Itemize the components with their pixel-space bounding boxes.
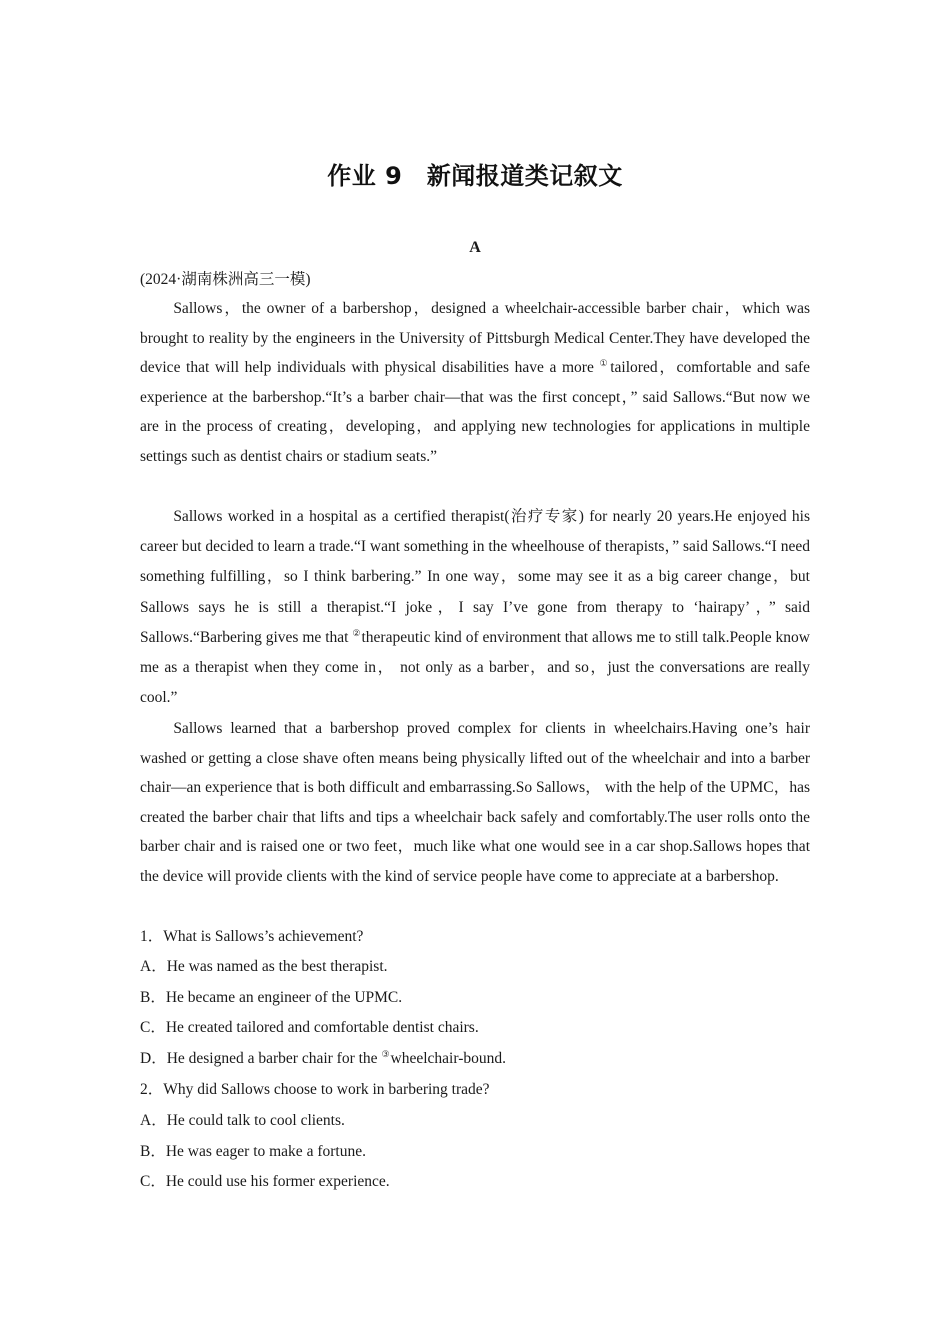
section-label: A <box>469 239 481 256</box>
question-2-option-c: C．He could use his former experience. <box>140 1173 390 1190</box>
question-2-option-a: A．He could talk to cool clients. <box>140 1112 345 1129</box>
page-title: 作业 9 新闻报道类记叙文 <box>327 162 623 190</box>
passage-source: (2024·湖南株洲高三一模) <box>140 271 311 288</box>
option-d-text-b: wheelchair-bound. <box>390 1050 506 1067</box>
paragraph-1-text-b: tailored，comfortable and safe experience at the barbershop.“It’s a barber chair—that was the first concept，” said Sallows.“But now we are in the process of creating，developing，and applying new technologies for applications in multiple settings such as dentist chairs or stadium seats.” <box>140 359 810 465</box>
question-1-option-b: B．He became an engineer of the UPMC. <box>140 989 403 1006</box>
passage-paragraph-3: Sallows learned that a barbershop proved complex for clients in wheelchairs.Having one’s hair washed or getting a close shave often means being physically lifted out of the wheelchair and into a barber chair—an experience that is both difficult and embarrassing.So Sallows， with the help of the UPMC，has created the barber chair that lifts and tips a wheelchair back safely and comfortably.The user rolls onto the barber chair and is raised one or two feet，much like what one would see in a car shop.Sallows hopes that the device will provide clients with the kind of service people have come to appreciate at a barbershop. <box>140 720 810 885</box>
question-1-option-d <box>140 1044 810 1074</box>
annotation-marker-1: ① <box>599 358 610 369</box>
question-1-stem: 1．What is Sallows’s achievement? <box>140 928 364 945</box>
passage-paragraph-2 <box>140 502 810 713</box>
question-1-option-a: A．He was named as the best therapist. <box>140 958 388 975</box>
question-2-option-b: B．He was eager to make a fortune. <box>140 1143 366 1160</box>
annotation-marker-2: ② <box>352 627 361 638</box>
option-d-text-a: D．He designed a barber chair for the <box>140 1050 382 1067</box>
paragraph-2-text-b: therapeutic kind of environment that allows me to still talk.People know me as a therapist when they come in， not only as a barber，and so，just the conversations are really cool.” <box>140 628 810 707</box>
paragraph-2-text-a: Sallows worked in a hospital as a certified therapist(治疗专家) for nearly 20 years.He enjoyed his career but decided to learn a trade.“I want something in the wheelhouse of therapists，” said Sallows.“I need something fulfilling，so I think barbering.” In one way，some may see it as a big career change，but Sallows says he is still a therapist.“I joke，I say I’ve gone from therapy to ‘hairapy’，” said Sallows.“Barbering gives me that <box>140 508 810 646</box>
question-2-stem: 2．Why did Sallows choose to work in barbering trade? <box>140 1081 490 1098</box>
annotation-marker-3: ③ <box>381 1049 390 1059</box>
question-1-option-c: C．He created tailored and comfortable dentist chairs. <box>140 1019 479 1036</box>
paragraph-1-text-a: Sallows，the owner of a barbershop，designed a wheelchair-accessible barber chair，which was brought to reality by the engineers in the University of Pittsburgh Medical Center.They have developed the device that will help individuals with physical disabilities have a more <box>140 300 810 377</box>
passage-paragraph-1 <box>140 294 810 472</box>
